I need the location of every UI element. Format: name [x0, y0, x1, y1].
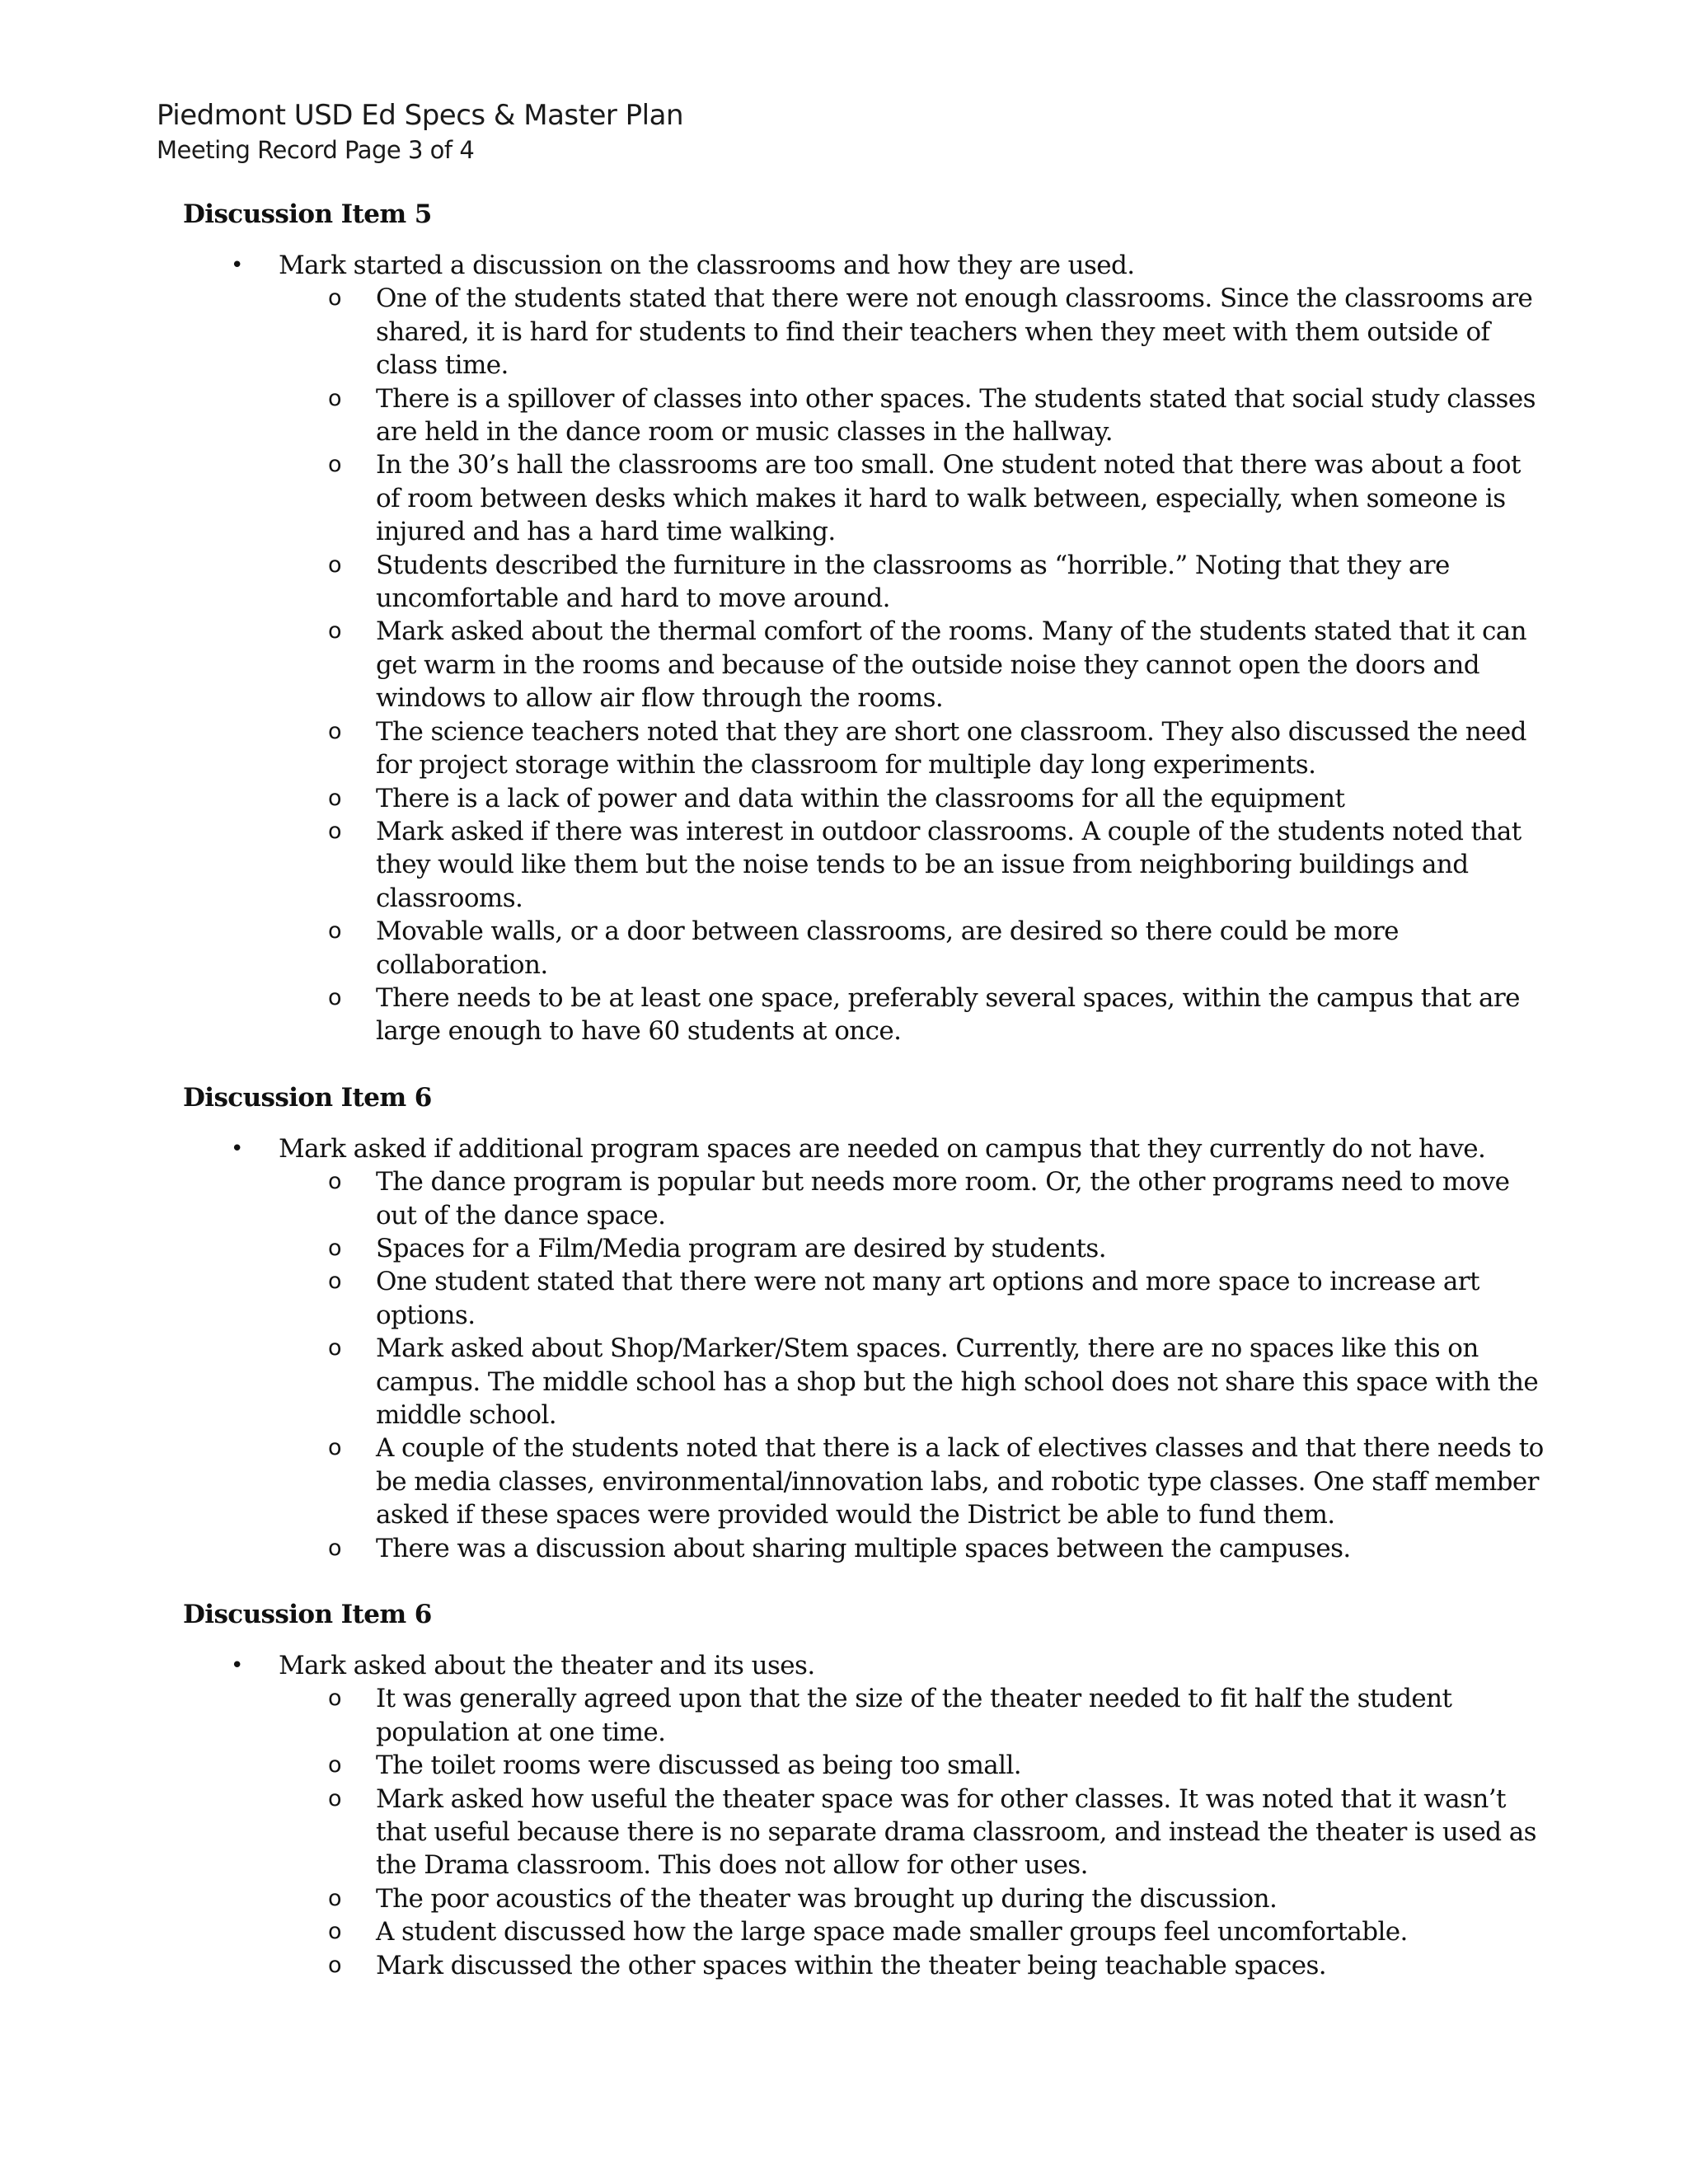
sub-item [183, 1949, 1551, 1982]
sub-item [183, 915, 1551, 982]
sub-item-text: It was generally agreed upon that the size of the theater needed to fit half the student population at one time. [376, 1684, 1452, 1747]
sub-item-text: A student discussed how the large space made smaller groups feel uncomfortable. [376, 1917, 1408, 1947]
sub-item [183, 448, 1551, 548]
sub-list [279, 282, 1551, 1047]
sub-item [183, 1165, 1551, 1232]
sub-item [183, 282, 1551, 382]
sub-marker-icon: o [328, 1435, 341, 1461]
sub-item-text: There was a discussion about sharing multiple spaces between the campuses. [376, 1533, 1351, 1563]
sub-marker-icon: o [328, 818, 341, 844]
sub-item-text: One student stated that there were not many art options and more space to increase art options. [376, 1267, 1479, 1330]
sub-item [183, 549, 1551, 616]
sub-marker-icon: o [328, 1752, 341, 1779]
sub-item-text: The science teachers noted that they are short one classroom. They also discussed the need for project storage within the classroom for multiple day long experiments. [376, 716, 1526, 780]
sub-item [183, 1882, 1551, 1915]
section-heading: Discussion Item 6 [183, 1600, 432, 1630]
sub-item-text: Movable walls, or a door between classrooms, are desired so there could be more collaboration. [376, 916, 1399, 980]
sub-marker-icon: o [328, 1335, 341, 1361]
sub-item [183, 1232, 1551, 1265]
sub-item [183, 982, 1551, 1048]
sub-item-text: In the 30’s hall the classrooms are too small. One student noted that there was about a foot of room between desks which makes it hard to walk between, especially, when someone is injured and has a hard time walking. [376, 450, 1521, 547]
discussion-section [183, 198, 1551, 1048]
document-header [157, 97, 683, 166]
bullet-text: Mark asked if additional program spaces are needed on campus that they currently do not have. [279, 1133, 1486, 1164]
sub-marker-icon: o [328, 285, 341, 312]
sub-item-text: Mark asked about the thermal comfort of the rooms. Many of the students stated that it can get warm in the rooms and because of the outside noise they cannot open the doors and windows to allow air flow through the rooms. [376, 616, 1526, 714]
page-subtitle: Meeting Record Page 3 of 4 [157, 136, 475, 164]
sub-marker-icon: o [328, 1952, 341, 1978]
sub-item [183, 715, 1551, 782]
sub-marker-icon: o [328, 1535, 341, 1561]
sub-item [183, 1265, 1551, 1332]
bullet-marker-icon: • [231, 1136, 243, 1161]
sub-marker-icon: o [328, 618, 341, 644]
bullet-text: Mark started a discussion on the classrooms and how they are used. [279, 251, 1135, 280]
sub-item-text: The poor acoustics of the theater was brought up during the discussion. [376, 1883, 1278, 1914]
sub-item [183, 1532, 1551, 1565]
bullet-marker-icon: • [231, 1653, 243, 1679]
sub-marker-icon: o [328, 1785, 341, 1811]
sub-item [183, 382, 1551, 449]
discussion-section [183, 1598, 1551, 1982]
bullet-text: Mark asked about the theater and its uses. [279, 1651, 815, 1681]
sub-item [183, 815, 1551, 915]
sub-marker-icon: o [328, 551, 341, 578]
sub-item [183, 1432, 1551, 1531]
sub-marker-icon: o [328, 984, 341, 1010]
meeting-notes [183, 198, 1551, 2015]
sub-list [279, 1682, 1551, 1982]
sub-item-text: Spaces for a Film/Media program are desired by students. [376, 1233, 1106, 1263]
sub-item-text: There is a lack of power and data within the classrooms for all the equipment [376, 783, 1345, 813]
sub-item-text: The dance program is popular but needs more room. Or, the other programs need to move out of the dance space. [376, 1167, 1510, 1230]
document-title: Piedmont USD Ed Specs & Master Plan [157, 99, 684, 132]
bullet-item [183, 1132, 1551, 1565]
sub-item-text: Mark discussed the other spaces within the theater being teachable spaces. [376, 1950, 1327, 1980]
sub-marker-icon: o [328, 1235, 341, 1261]
sub-marker-icon: o [328, 1268, 341, 1295]
sub-item-text: There is a spillover of classes into other spaces. The students stated that social study classes are held in the dance room or music classes in the hallway. [376, 383, 1536, 448]
sub-marker-icon: o [328, 1885, 341, 1911]
sub-item-text: Mark asked about Shop/Marker/Stem spaces. Currently, there are no spaces like this on campus. The middle school has a shop but the high school does not share this space with the middle school. [376, 1333, 1539, 1430]
sub-item-text: One of the students stated that there were not enough classrooms. Since the classrooms are shared, it is hard for students to find their teachers when they meet with them outside of class time. [376, 284, 1533, 381]
bullet-item [183, 249, 1551, 1048]
sub-item [183, 782, 1551, 815]
sub-item-text: A couple of the students noted that there is a lack of electives classes and that there needs to be media classes, environmental/innovation labs, and robotic type classes. One staff member asked if these spaces were provided would the District be able to fund them. [376, 1433, 1544, 1530]
section-heading: Discussion Item 6 [183, 1082, 432, 1113]
bullet-item [183, 1649, 1551, 1982]
sub-list [279, 1165, 1551, 1565]
sub-item-text: Mark asked if there was interest in outdoor classrooms. A couple of the students noted that they would like them but the noise tends to be an issue from neighboring buildings and classrooms. [376, 816, 1522, 913]
sub-item [183, 1915, 1551, 1948]
discussion-section [183, 1081, 1551, 1565]
sub-item-text: There needs to be at least one space, preferably several spaces, within the campus that are large enough to have 60 students at once. [376, 982, 1520, 1047]
sub-item-text: The toilet rooms were discussed as being too small. [376, 1750, 1022, 1781]
sub-item [183, 1749, 1551, 1782]
sub-marker-icon: o [328, 785, 341, 811]
sub-item-text: Students described the furniture in the classrooms as “horrible.” Noting that they are uncomfortable and hard to move around. [376, 550, 1450, 614]
sub-marker-icon: o [328, 452, 341, 478]
sub-marker-icon: o [328, 1685, 341, 1712]
sub-marker-icon: o [328, 385, 341, 411]
section-heading: Discussion Item 5 [183, 199, 432, 229]
sub-marker-icon: o [328, 1169, 341, 1195]
sub-item-text: Mark asked how useful the theater space was for other classes. It was noted that it wasn’t that useful because there is no separate drama classroom, and instead the theater is used as the Drama classroom. This does not allow for other uses. [376, 1783, 1536, 1881]
sub-marker-icon: o [328, 918, 341, 944]
sub-item [183, 1332, 1551, 1432]
sub-marker-icon: o [328, 718, 341, 744]
sub-marker-icon: o [328, 1919, 341, 1945]
sub-item [183, 615, 1551, 715]
sub-item [183, 1682, 1551, 1749]
sub-item [183, 1783, 1551, 1882]
bullet-marker-icon: • [231, 253, 243, 278]
